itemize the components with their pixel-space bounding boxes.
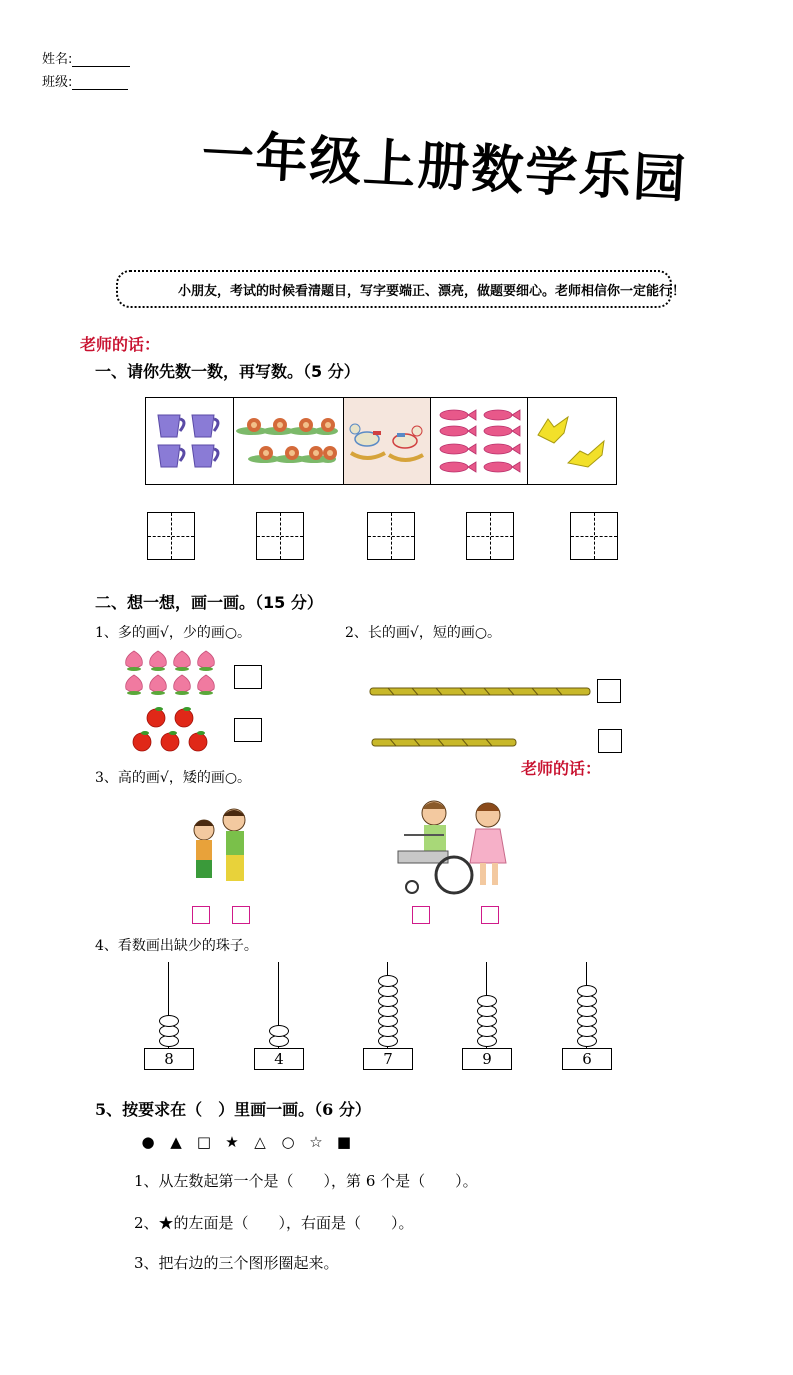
rocking-horse-icon xyxy=(347,417,427,465)
question-2-3: 3、高的画√，矮的画○。 xyxy=(95,770,252,786)
long-rope-answer-box[interactable] xyxy=(597,679,621,703)
cups-cell xyxy=(146,398,234,484)
shape-6: ○ xyxy=(281,1133,295,1151)
horses-cell xyxy=(344,398,431,484)
question-2-2: 2、长的画√，短的画○。 xyxy=(345,625,502,641)
bird-icon xyxy=(532,409,612,473)
apple-answer-box[interactable] xyxy=(234,718,262,742)
section2-title: 二、想一想，画一画。（15 分） xyxy=(95,593,323,612)
shape-3: □ xyxy=(196,1133,212,1151)
shape-8: ■ xyxy=(336,1133,352,1151)
abacus-bead xyxy=(159,1015,179,1027)
abacus-bead xyxy=(577,985,597,997)
teacher-note-label: 老师的话： xyxy=(80,335,161,354)
shape-2: ▲ xyxy=(170,1133,182,1151)
girl-answer-box[interactable] xyxy=(481,906,499,924)
abacus-number-1: 8 xyxy=(144,1048,194,1070)
fish-cell xyxy=(431,398,529,484)
answer-grid-2[interactable] xyxy=(256,512,304,560)
page-title: 一年级上册数学乐园 xyxy=(200,125,689,211)
short-rope-answer-box[interactable] xyxy=(598,729,622,753)
apple-icon xyxy=(128,706,212,754)
class-field[interactable]: 班级: xyxy=(42,71,128,90)
shape-sequence xyxy=(134,1132,358,1151)
shape-1: ● xyxy=(141,1133,155,1151)
question-5-3: 3、把右边的三个图形圈起来。 xyxy=(134,1254,339,1272)
name-field[interactable]: 姓名: xyxy=(42,48,130,67)
birds-cell xyxy=(528,398,616,484)
answer-grid-1[interactable] xyxy=(147,512,195,560)
short-rope-icon xyxy=(370,735,520,751)
counting-pictures-row xyxy=(145,397,617,485)
snails-cell xyxy=(234,398,345,484)
cup-icon xyxy=(152,409,226,473)
abacus-bead xyxy=(378,975,398,987)
abacus-number-2: 4 xyxy=(254,1048,304,1070)
question-2-1: 1、多的画√，少的画○。 xyxy=(95,625,252,641)
abacus-number-5: 6 xyxy=(562,1048,612,1070)
shape-4: ★ xyxy=(225,1133,239,1151)
answer-grid-3[interactable] xyxy=(367,512,415,560)
section1-title: 一、请你先数一数，再写数。（5 分） xyxy=(95,362,360,381)
question-2-4: 4、看数画出缺少的珠子。 xyxy=(95,938,258,954)
wheelchair-kids-icon xyxy=(392,795,522,899)
peach-answer-box[interactable] xyxy=(234,665,262,689)
boy2-answer-box[interactable] xyxy=(232,906,250,924)
question-5-1: 1、从左数起第一个是（ ），第 6 个是（ ）。 xyxy=(134,1172,478,1190)
question-5-2: 2、★的左面是（ ），右面是（ ）。 xyxy=(134,1214,414,1232)
fish-icon xyxy=(434,406,524,476)
long-rope-icon xyxy=(368,684,594,700)
abacus-bead xyxy=(477,995,497,1007)
section5-title: 5、按要求在（ ）里画一画。（6 分） xyxy=(95,1100,371,1119)
abacus-bead xyxy=(269,1025,289,1037)
abacus-number-3: 7 xyxy=(363,1048,413,1070)
teacher-note-label-2: 老师的话： xyxy=(521,759,602,778)
shape-5: △ xyxy=(254,1133,266,1151)
wheelchair-boy-answer-box[interactable] xyxy=(412,906,430,924)
snail-icon xyxy=(236,411,340,471)
boy1-answer-box[interactable] xyxy=(192,906,210,924)
answer-grid-5[interactable] xyxy=(570,512,618,560)
shape-7: ☆ xyxy=(309,1133,323,1151)
notice-text: 小朋友，考试的时候看清题目，写字要端正、漂亮，做题要细心。老师相信你一定能行！ xyxy=(178,284,686,299)
answer-grid-4[interactable] xyxy=(466,512,514,560)
abacus-number-4: 9 xyxy=(462,1048,512,1070)
peach-icon xyxy=(122,647,222,697)
two-boys-icon xyxy=(186,800,256,890)
